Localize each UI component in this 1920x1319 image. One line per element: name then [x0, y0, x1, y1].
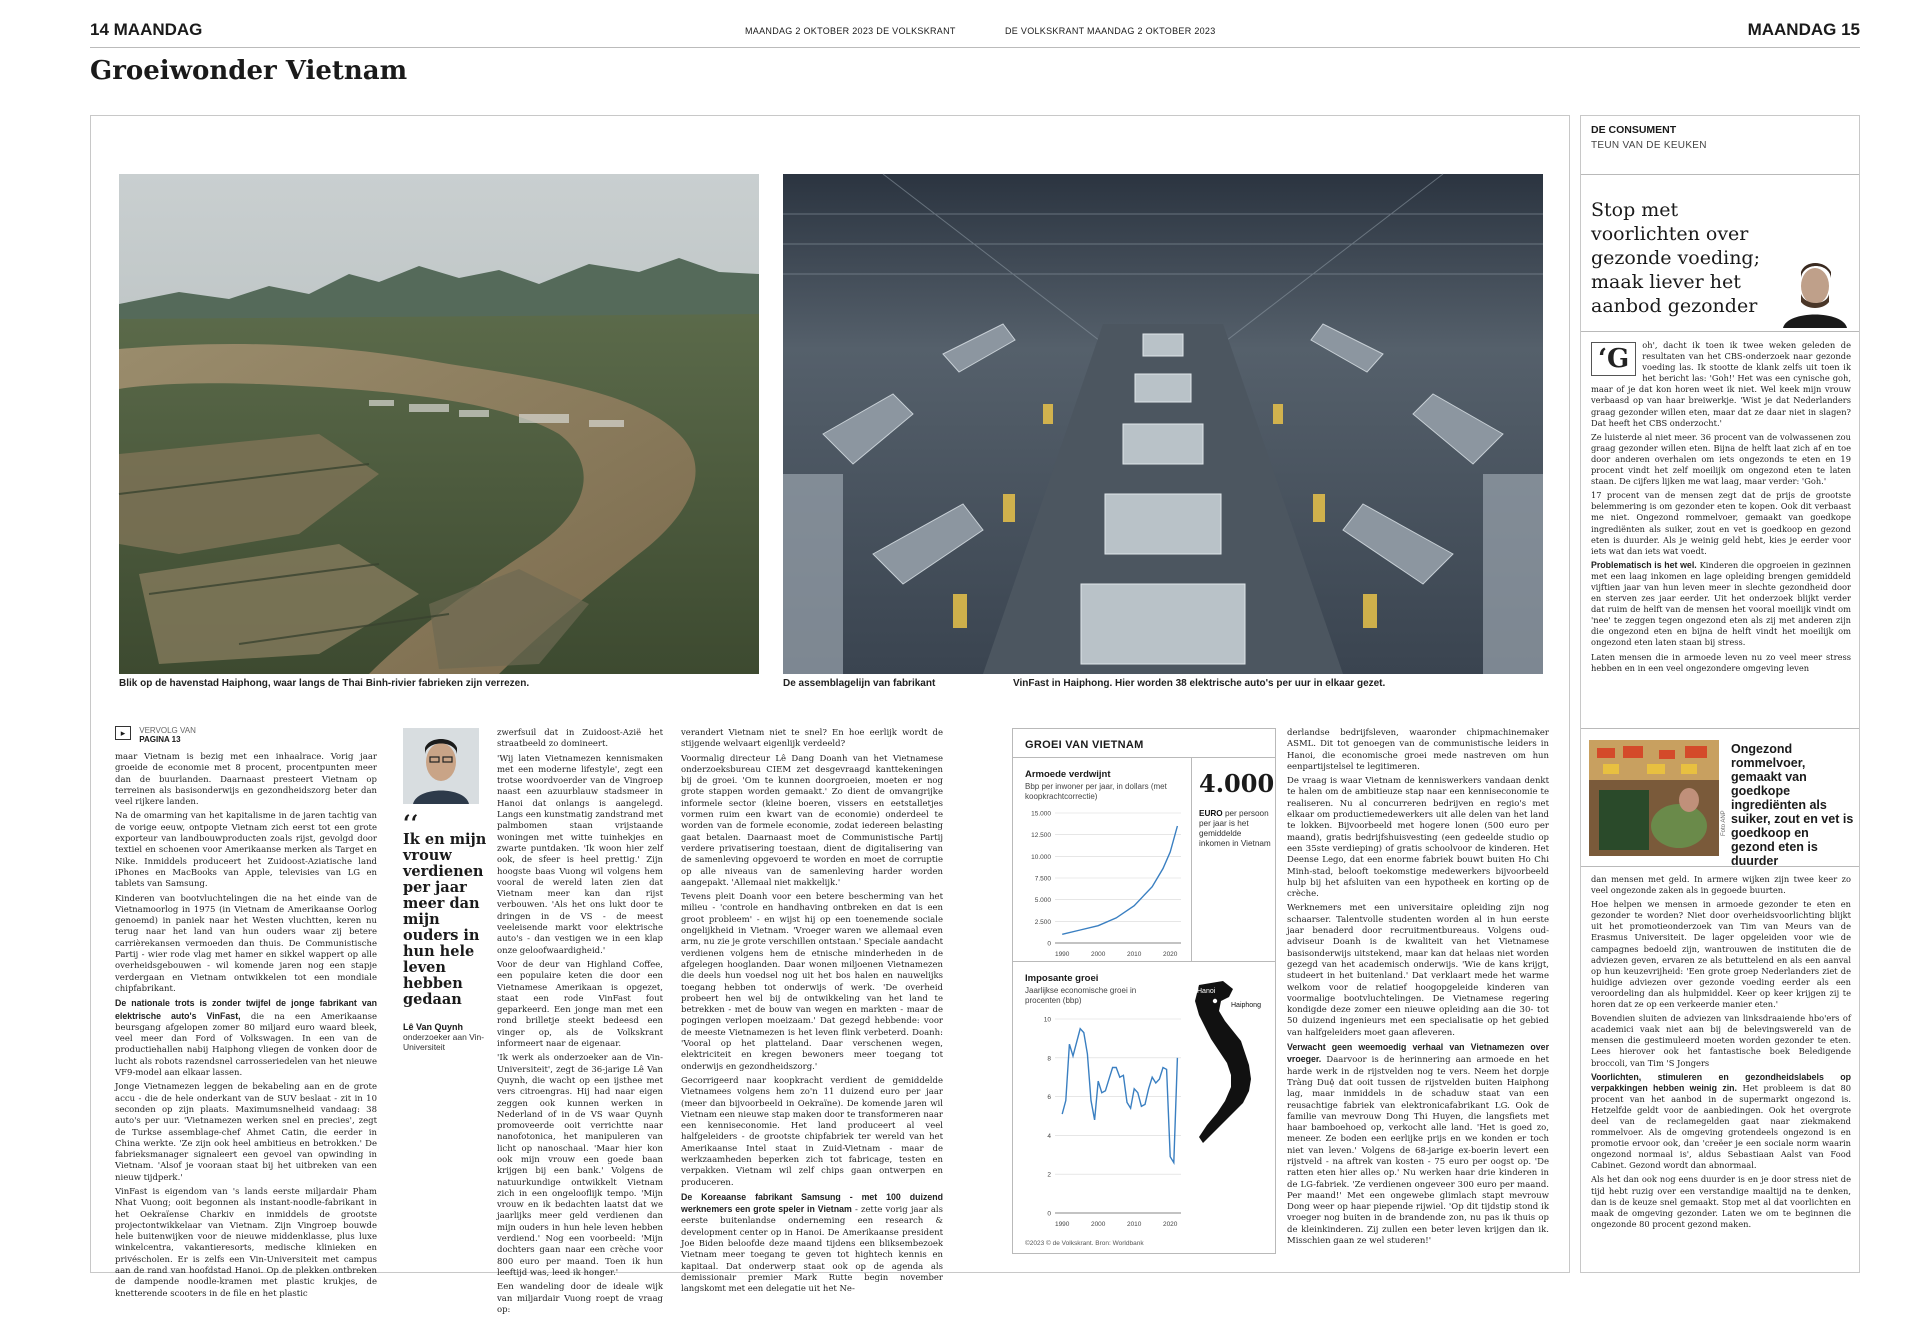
lead-in: De nationale trots is zonder twijfel de jonge fabrikant van elektrische auto's VinFast, — [115, 998, 377, 1021]
chart2-subtitle: Jaarlijkse economische groei in procenten (bbp) — [1025, 986, 1137, 1005]
article-column-3 — [497, 728, 663, 1319]
y-tick-label: 6 — [1047, 1094, 1051, 1102]
paragraph: Het probleem is dat 80 procent van het aanbod in de supermarkt ongezond is. Hetzelfde geldt voor de aanbiedingen. Ook het overgrote deel van de reclamegelden gaat naar ziekmakend rommelvoer. Als de omgeving grotendeels ongezond is en promotie ervoor ook, dan 'creëer je een sociale norm waarin ongezond normaal is', aldus Sebastiaan Aalst van Food Cabinet. Gezond wordt dan abnormaal. — [1591, 1082, 1852, 1171]
y-tick-label: 10 — [1043, 1016, 1051, 1024]
column-headline: Stop met voorlichten over gezonde voeding; maak liever het aanbod gezonder — [1591, 199, 1760, 317]
y-tick-label: 0 — [1047, 940, 1051, 948]
paragraph: 'Ik werk als onderzoeker aan de Vin-Universiteit', zegt de 36-jarige Lê Van Quynh, die wacht op een ijsthee met vers citroengras. Hij had naar eigen zeggen ook kunnen werken in Nederland of in de VS waar Quynh promoveerde ooit verrichtte naar nanofotonica, het manipuleren van licht op nanoschaal. 'Maar hier kon ook mijn vrouw een goede baan krijgen bij een bank.' Volgens de natuurkundige ontwikkelt Vietnam zich in een ongelooflijk tempo. 'Mijn vrouw en ik bedachten laatst dat we jaarlijks meer geld verdienen dan mijn ouders in hun hele leven hebben verdiend.' Nog een voorbeeld: 'Mijn dochters gaan naar een crèche voor 800 euro per maand. Toen ik hun leeftijd was, leed ik honger.' — [497, 1053, 663, 1278]
paragraph: dan mensen met geld. In armere wijken zijn twee keer zo veel ongezonde zaken als in gegoede buurten. — [1591, 874, 1851, 896]
map-label-haiphong: Haiphong — [1231, 1002, 1261, 1009]
photo-caption-river: Blik op de havenstad Haiphong, waar langs de Thai Binh-rivier fabrieken zijn verrezen. — [119, 678, 530, 689]
photo-caption-assembly-b: VinFast in Haiphong. Hier worden 38 elektrische auto's per uur in elkaar gezet. — [1013, 678, 1386, 689]
x-tick-label: 2020 — [1162, 1221, 1178, 1228]
right-dateline: DE VOLKSKRANT MAANDAG 2 OKTOBER 2023 — [1005, 26, 1216, 36]
quote-author-name: Lê Van Quynh — [403, 1022, 464, 1032]
paragraph: verandert Vietnam niet te snel? En hoe eerlijk wordt de stijgende welvaart eigenlijk verdeeld? — [681, 728, 943, 750]
paragraph: zwerfsuil dat in Zuidoost-Azië het straatbeeld zo domineert. — [497, 728, 663, 750]
lead-in: Verwacht geen weemoedig verhaal van Vietnamezen over vroeger. — [1287, 1042, 1549, 1065]
column-de-consument — [1580, 115, 1860, 1273]
article-column-6 — [1287, 728, 1549, 1250]
series-line — [1062, 826, 1177, 934]
paragraph: Jonge Vietnamezen leggen de bekabeling aan en de grote accu - die de hele onderkant van de SUV beslaat - zit in 10 seconden op zijn plaats. Maximumsnelheid vandaag: 38 auto's per uur. 'Vietnamezen werken snel en precies', zegt de Turkse assemblage-chef Ahmet Catin, die eerder in China werkte. 'Ze zijn ook heel ambitieus en betrokken.' De fabrieksmanager signaleert een gevoel van opwinding in Vietnam. 'Alsof je vooraan staat bij het uitbreken van een nieuw tijdperk.' — [115, 1082, 377, 1183]
author-portrait — [1777, 250, 1851, 328]
column-section-label: DE CONSUMENT — [1591, 124, 1677, 136]
page-header — [90, 18, 1860, 48]
paragraph: - zette vorig jaar als eerste buitenlandse onderneming een research & development center op in Hanoi. De Amerikaanse president Joe Biden beloofde deze maand tijdens een bliksembezoek Vietnam meer toegang te geven tot hightech kennis en kapitaal. Dat onderwerp staat ook op de agenda als demissionair premier Mark Rutte begin november langskomt met een delegatie uit het Ne- — [681, 1205, 943, 1295]
paragraph: Na de omarming van het kapitalisme in de jaren tachtig van de vorige eeuw, ontpopte Vietnam zich eerst tot een grote exporteur van landbouwproducten zoals rijst, gevolgd door textiel en schoenen voor Amerikaanse merken als Target en Nike. Inmiddels produceert het Zuidoost-Aziatische land iPhones en MacBooks van Apple, televisies van LG en tablets van Samsung. — [115, 811, 377, 890]
y-tick-label: 12.500 — [1031, 832, 1051, 840]
map-vietnam — [1189, 979, 1273, 1149]
y-tick-label: 7.500 — [1034, 875, 1051, 883]
paragraph: Laten mensen die in armoede leven nu zo veel meer stress hebben en in een veel ongezondere omgeving leven — [1591, 651, 1851, 673]
lead-in: Voorlichten, stimuleren en gezondheidslabels op verpakkingen hebben weinig zin. — [1591, 1071, 1851, 1093]
continued-label: VERVOLG VAN — [139, 726, 196, 735]
x-tick-label: 2000 — [1090, 1221, 1106, 1228]
column-author: TEUN VAN DE KEUKEN — [1591, 140, 1707, 151]
photo-vinfast-assembly — [783, 174, 1543, 674]
article-column-4 — [681, 728, 943, 1299]
y-tick-label: 0 — [1047, 1210, 1051, 1218]
y-tick-label: 2.500 — [1034, 918, 1051, 926]
y-tick-label: 10.000 — [1031, 853, 1051, 861]
paragraph: VinFast is eigendom van 's lands eerste miljardair Pham Nhat Vuong; ooit begonnen als instant-noodle-fabrikant in het Oekraïense Charkiv en inmiddels de grootste projectontwikkelaar van Vietnam. Zijn Vingroep bouwde hele buitenwijken voor de nieuwe middenklasse, plus luxe winkelcentra, vakantieresorts, medische klinieken en privéscholen. Er is zelfs een Vin-Universiteit met campus aan de rand van hoofdstad Hanoi. Op de plekken ontbreken de dampende noodle-kramen met plastic krukjes, de knetterende scooters in de file en het plastic — [115, 1186, 377, 1299]
map-label-hanoi: Hanoi — [1197, 988, 1216, 995]
chart-gdp-per-capita — [1019, 805, 1189, 961]
chart1-title: Armoede verdwijnt — [1025, 769, 1111, 780]
photo-caption-assembly-a: De assemblagelijn van fabrikant — [783, 678, 936, 689]
paragraph: Werknemers met een universitaire opleiding zijn nog schaarser. Talentvolle studenten worden al in hun eerste jaar benaderd door recruitmentbureaus. Volgens oud-adviseur Doanh is de kwaliteit van het Vietnamese basisonderwijs uitstekend, maar kan dat helaas niet worden gezegd van het academisch onderwijs. 'Wie de kans krijgt, studeert in het buitenland.' Dat verklaart mede het warme welkom voor de relatief hoogopgeleide kinderen van voormalige bootvluchtelingen. De Vietnamese regering kondigde deze zomer een nieuwe opleiding aan die 30- tot 50 duizend ingenieurs met een specialisatie op het gebied van halfgeleiders moet gaan afleveren. — [1287, 903, 1549, 1038]
paragraph: Voormalig directeur Lê Dang Doanh van het Vietnamese onderzoeksbureau CIEM zet desgevraagd kanttekeningen bij de groei. 'Om te kunnen doorgroeien, moeten er nog grote stappen worden gemaakt.' Zo dient de omvangrijke informele sector (kleine boeren, vissers en eetstalletjes vormen ruim een kwart van de economie) onderdeel te worden van de formele economie, zodat iedereen belasting gaat betalen. Daarnaast moet de Communistische Partij verdere privatisering toestaan, dient de digitalisering van de samenleving opgevoerd te worden en moet de corruptie op alle niveaus van de samenleving harder worden aangepakt. 'Allemaal niet makkelijk.' — [681, 753, 943, 888]
y-tick-label: 2 — [1047, 1171, 1051, 1179]
paragraph: Kinderen die opgroeien in gezinnen met een laag inkomen en lage opleiding brengen gemiddeld vijftien jaar van hun leven meer in slechte gezondheid door en sterven zes jaar eerder. Uit het onderzoek blijkt verder dat ruim de helft van de mensen het vooral moeilijk vindt om 'nee' te zeggen tegen ongezond eten als zij met anderen zijn die ongezond eten en bijna de helft vindt het moeilijk om ongezond eten laten staan bij stress. — [1591, 559, 1852, 648]
paragraph: 17 procent van de mensen zegt dat de prijs de grootste belemmering is om gezonder eten te kopen. Ook dit verbaast me niet. Ongezond rommelvoer, gemaakt van goedkope ingrediënten als suiker, zout en vet is goedkoop en gezond eten is duurder. Als je weinig geld hebt, kies je eerder voor iets wat dan iets wat voedt. — [1591, 490, 1851, 556]
paragraph: die na een Amerikaanse beursgang afgelopen zomer 80 miljard euro waard bleek, veel meer dan Ford of Volkswagen. In een van de productiehallen nabij Haiphong vliegen de vonken door de lucht als robots razendsnel carrosseriedelen van het nieuwe VF9-model aan elkaar lassen. — [115, 1011, 377, 1079]
chart-economic-growth — [1019, 1011, 1189, 1231]
article-frame — [90, 115, 1570, 1315]
arrow-right-icon: ▸ — [115, 726, 131, 740]
photo-haiphong-river — [119, 174, 759, 674]
pull-quote-block — [403, 728, 491, 1052]
column-body-top — [1591, 340, 1851, 677]
lead-in: De Koreaanse fabrikant Samsung - met 100 duizend werknemers een grote speler in Vietnam — [681, 1191, 943, 1215]
y-tick-label: 5.000 — [1034, 897, 1051, 905]
paragraph: Een wandeling door de ideale wijk van miljardair Vuong roept de vraag op: — [497, 1282, 663, 1315]
y-tick-label: 15.000 — [1031, 810, 1051, 818]
paragraph: Voor de deur van Highland Coffee, een populaire keten die door een Vietnamese Amerikaan is opgezet, staat een rode VinFast fout geparkeerd. Een jonge man met een rond brilletje steekt bedeesd een vinger op, als de Volkskrant informeert naar de eigenaar. — [497, 959, 663, 1050]
paragraph: 'Wij laten Vietnamezen kennismaken met een moderne lifestyle', zegt een trotse woordvoerder van de Vingroep naast een azuurblauw stadsmeer in Hanoi dat onlangs is aangelegd. Langs een kunstmatig zandstrand met palmbomen staan vrijstaande woningen met witte tuinhekjes en zwarte puntdaken. 'Ik woon hier zelf ook, de sfeer is heel prettig.' Zijn hoogste baas Vuong wil volgens hem vooral de wereld laten zien dat Vietnam meer kan dan rijst verbouwen. 'Als het ons lukt door te dringen in de VS - de meest veeleisende markt voor elektrische auto's - dan vestigen we in een klap onze geloofwaardigheid.' — [497, 753, 663, 956]
currency-label: EURO — [1199, 809, 1223, 818]
section-title: Groeiwonder Vietnam — [90, 56, 408, 86]
chart1-subtitle: Bbp per inwoner per jaar, in dollars (met koopkrachtcorrectie) — [1025, 782, 1167, 801]
series-line — [1062, 1029, 1177, 1163]
infobox-title: GROEI VAN VIETNAM — [1025, 739, 1144, 751]
x-tick-label: 1990 — [1054, 951, 1070, 958]
x-tick-label: 2020 — [1162, 951, 1178, 958]
paragraph: Gecorrigeerd naar koopkracht verdient de gemiddelde Vietnamees volgens hem zo'n 11 duizend euro per jaar (meer dan bijvoorbeeld in Oekraïne). De komende jaren wil Vietnam een nieuwe stap maken door te transformeren naar een kenniseconomie. Het land produceert al veel halfgeleiders - de grootste chipfabriek ter wereld van het Amerikaanse Intel staat in Zuid-Vietnam - maar de werkzaamheden beperken zich tot fabricage, testen en verpakken. Vietnam wil zelf chips gaan ontwerpen en produceren. — [681, 1075, 943, 1188]
photo-credit: Foto ANP — [1721, 810, 1727, 836]
paragraph: Kinderen van bootvluchtelingen die na het einde van de Vietnamoorlog in 1975 (in Vietnam de Amerikaanse Oorlog genoemd) in paniek naar het Westen vluchtten, keren nu terug naar het land van hun ouders waar zij betere carrièrekansen vermoeden dan thuis. De Communistische Partij - wier rode vlag met hamer en sikkel wappert op alle overheidsgebouwen - wil komende jaren nog een stapje verdergaan en Vietnam ontwikkelen tot een mondiale chipfabrikant. — [115, 893, 377, 994]
infobox-credit: ©2023 © de Volkskrant. Bron: Worldbank — [1025, 1240, 1144, 1247]
continued-page: PAGINA 13 — [139, 735, 181, 744]
infobox-growth-vietnam — [1012, 728, 1276, 1254]
continued-from-marker — [115, 726, 196, 744]
y-tick-label: 4 — [1047, 1132, 1051, 1140]
article-column-1 — [115, 752, 377, 1303]
column-body-bottom — [1591, 874, 1851, 1233]
x-tick-label: 2010 — [1126, 1221, 1142, 1228]
x-tick-label: 2000 — [1090, 951, 1106, 958]
photo-supermarket — [1589, 740, 1719, 856]
paragraph: oh', dacht ik toen ik twee weken geleden de resultaten van het CBS-onderzoek naar gezonde voeding las. Ik stootte de klank zelfs uit toen ik het bericht las: 'Goh!' Het was een cynische goh, maar of je dat kon horen weet ik niet. Wel keek mijn vrouw verbaasd op van haar breiwerkje. 'Wist je dat Nederlanders graag gezonder willen eten, maar dat ze daar niet in slagen? Dat heeft het CBS onderzocht.' — [1591, 340, 1851, 428]
paragraph: Als het dan ook nog eens duurder is en je door stress niet de tijd hebt ruzig over een verstandige maaltijd na te denken, dan is de keuze snel gemaakt. Stop met al dat voorlichten en maak de omgeving gezonder. Laten we om te beginnen die ongezonde 80 procent gezond maken. — [1591, 1174, 1851, 1229]
paragraph: Hoe helpen we mensen in armoede gezonder te eten en gezonder te worden? Niet door overheidsvoorlichting blijkt uit het promotieonderzoek van Tim van Meurs van de Erasmus Universiteit. De lager opgeleiden voor wie de campagnes bedoeld zijn, wantrouwen de instituten die de adviezen geven, ervaren ze als betuttelend en als een aanval op hun keuzevrijheid: 'Een grote groep Nederlanders ziet de huidige adviezen over gezonde voeding eerder als een veroordeling dan als hulpmiddel. Keer op keer krijgen zij te horen dat ze op een verkeerde manier eten.' — [1591, 899, 1851, 1010]
right-page-number: MAANDAG 15 — [1747, 20, 1860, 39]
portrait-le-van-quynh — [403, 728, 479, 804]
x-tick-label: 2010 — [1126, 951, 1142, 958]
column-pull-quote: Ongezond rommelvoer, gemaakt van goedkope ingrediënten als suiker, zout en vet is goedkoop en gezond eten is duurder — [1731, 742, 1854, 868]
paragraph: Tevens pleit Doanh voor een betere bescherming van het milieu - 'controle en handhaving ontbreken en dat is een groot probleem' - en wijst hij op een toenemende sociale ongelijkheid in Vietnam. 'Vroeger waren we allemaal even arm, nu zie je grote verschillen ontstaan.' Speciale aandacht verdienen volgens hem de etnische minderheden in de afgelegen hooglanden. Daar wonen miljoenen Vietnamezen die deels hun voedsel nog uit het bos halen en nauwelijks toegang hebben tot onderwijs of werk. 'De overheid probeert hen wel bij de ontwikkeling van het land te betrekken - met de bouw van wegen en markten - maar de pogingen verlopen moeizaam.' Dat gezegd hebbende: voor de meeste Vietnamezen is het leven flink verbeterd. Doanh: 'Vooral op het platteland. Daar verschenen wegen, elektriciteit en kregen bewoners meer toegang tot onderwijs en gezondheidszorg.' — [681, 892, 943, 1072]
paragraph: De vraag is waar Vietnam de kenniswerkers vandaan denkt te halen om de ambitieuze stap naar een kenniseconomie te realiseren. Nu al concurreren bedrijven en regio's met elkaar om productiemedewerkers uit alle delen van het land te lokken. Bijvoorbeeld met hogere lonen (500 euro per maand), gratis bedrijfshuisvesting (een gedeelde studio op een 35ste verdieping) of gratis schoolvoor de kinderen. Het Deense Lego, dat een enorme fabriek bouwt buiten Ho Chi Minh-stad, belooft toekomstige medewerkers bijvoorbeeld hulp bij het afsluiten van een hypotheek en korting op de crèche. — [1287, 776, 1549, 900]
big-number-description — [1199, 809, 1271, 849]
chart2-title: Imposante groei — [1025, 973, 1099, 984]
left-page-number: 14 MAANDAG — [90, 20, 203, 39]
paragraph: derlandse bedrijfsleven, waaronder chipmachinemaker ASML. Dit tot genoegen van de communistische leiders in Hanoi, die economische groei mede nastreven om hun eenpartijstelsel te legitimeren. — [1287, 728, 1549, 772]
quote-mark: ‘‘ — [403, 811, 419, 837]
pull-quote-text: Ik en mijn vrouw verdienen per jaar meer dan mijn ouders in hun hele leven hebben gedaan — [403, 831, 487, 1008]
paragraph: Ze luisterde al niet meer. 36 procent van de volwassenen zou graag gezonder willen eten. Bijna de helft laat zich af en toe door anderen overhalen om iets ongezonds te eten en 19 procent vindt het zelf moeilijk om ongezond eten te laten staan. De cijfers lijken me wat laag, maar verder: 'Goh.' — [1591, 431, 1851, 487]
paragraph: Daarvoor is de herinnering aan armoede en het harde werk in de rijstvelden nog te vers. Neem het dorpje Tràng Duệ dat ooit tussen de rijstvelden buiten Haiphong lag, maar inmiddels in de schaduw staat van een reusachtige fabriek van elektronicafabrikant LG. Ook de familie van mevrouw Dong Thi Huyen, die langsfiets met haar bamboehoed op, verkocht alle land. 'Het is goed zo, meneer. Ze boden een eerlijke prijs en we konden er toch niet van leven.' Volgens de 68-jarige ex-boerin levert een rijstveld - na aftrek van kosten - 75 euro per oogst op. 'De ratten eten hier alles op.' Nu werken haar drie kinderen in de LG-fabriek. 'Ze verdienen ongeveer 300 euro per maand. Per maand!' Met een ongewebe glimlach stapt mevrouw Dong weer op haar piepende rijwiel. 'Op dit tijdstip stond ik vroeger nog buiten in de brandende zon, nu pas ik thuis op de kleinkinderen. Zij zullen een beter leven krijgen dan ik. Misschien gaan ze wel studeren!' — [1287, 1055, 1550, 1247]
paragraph: Bovendien sluiten de adviezen van linksdraaiende hbo'ers of academici vaak niet aan bij de belevingswereld van de mensen die gestimuleerd moeten worden gezonder te eten. Lees hierover ook het fantastische boek Beledigende broccoli, van Tim 'S Jongers — [1591, 1013, 1851, 1068]
drop-cap: ‘G — [1591, 342, 1636, 376]
big-number-text: per persoon per jaar is het gemiddelde inkomen in Vietnam — [1199, 809, 1271, 848]
big-number: 4.000 — [1199, 769, 1275, 798]
x-tick-label: 1990 — [1054, 1221, 1070, 1228]
lead-in: Problematisch is het wel. — [1591, 559, 1697, 570]
left-dateline: MAANDAG 2 OKTOBER 2023 DE VOLKSKRANT — [745, 26, 956, 36]
paragraph: maar Vietnam is bezig met een inhaalrace. Vorig jaar groeide de economie met 8 procent, procentpunten meer dan de buurlanden. Daarnaast presteert Vietnam op terreinen als basisonderwijs en gezondheidszorg beter dan veel rijkere landen. — [115, 752, 377, 808]
quote-author-role: onderzoeker aan Vin-Universiteit — [403, 1032, 485, 1052]
y-tick-label: 8 — [1047, 1055, 1051, 1063]
